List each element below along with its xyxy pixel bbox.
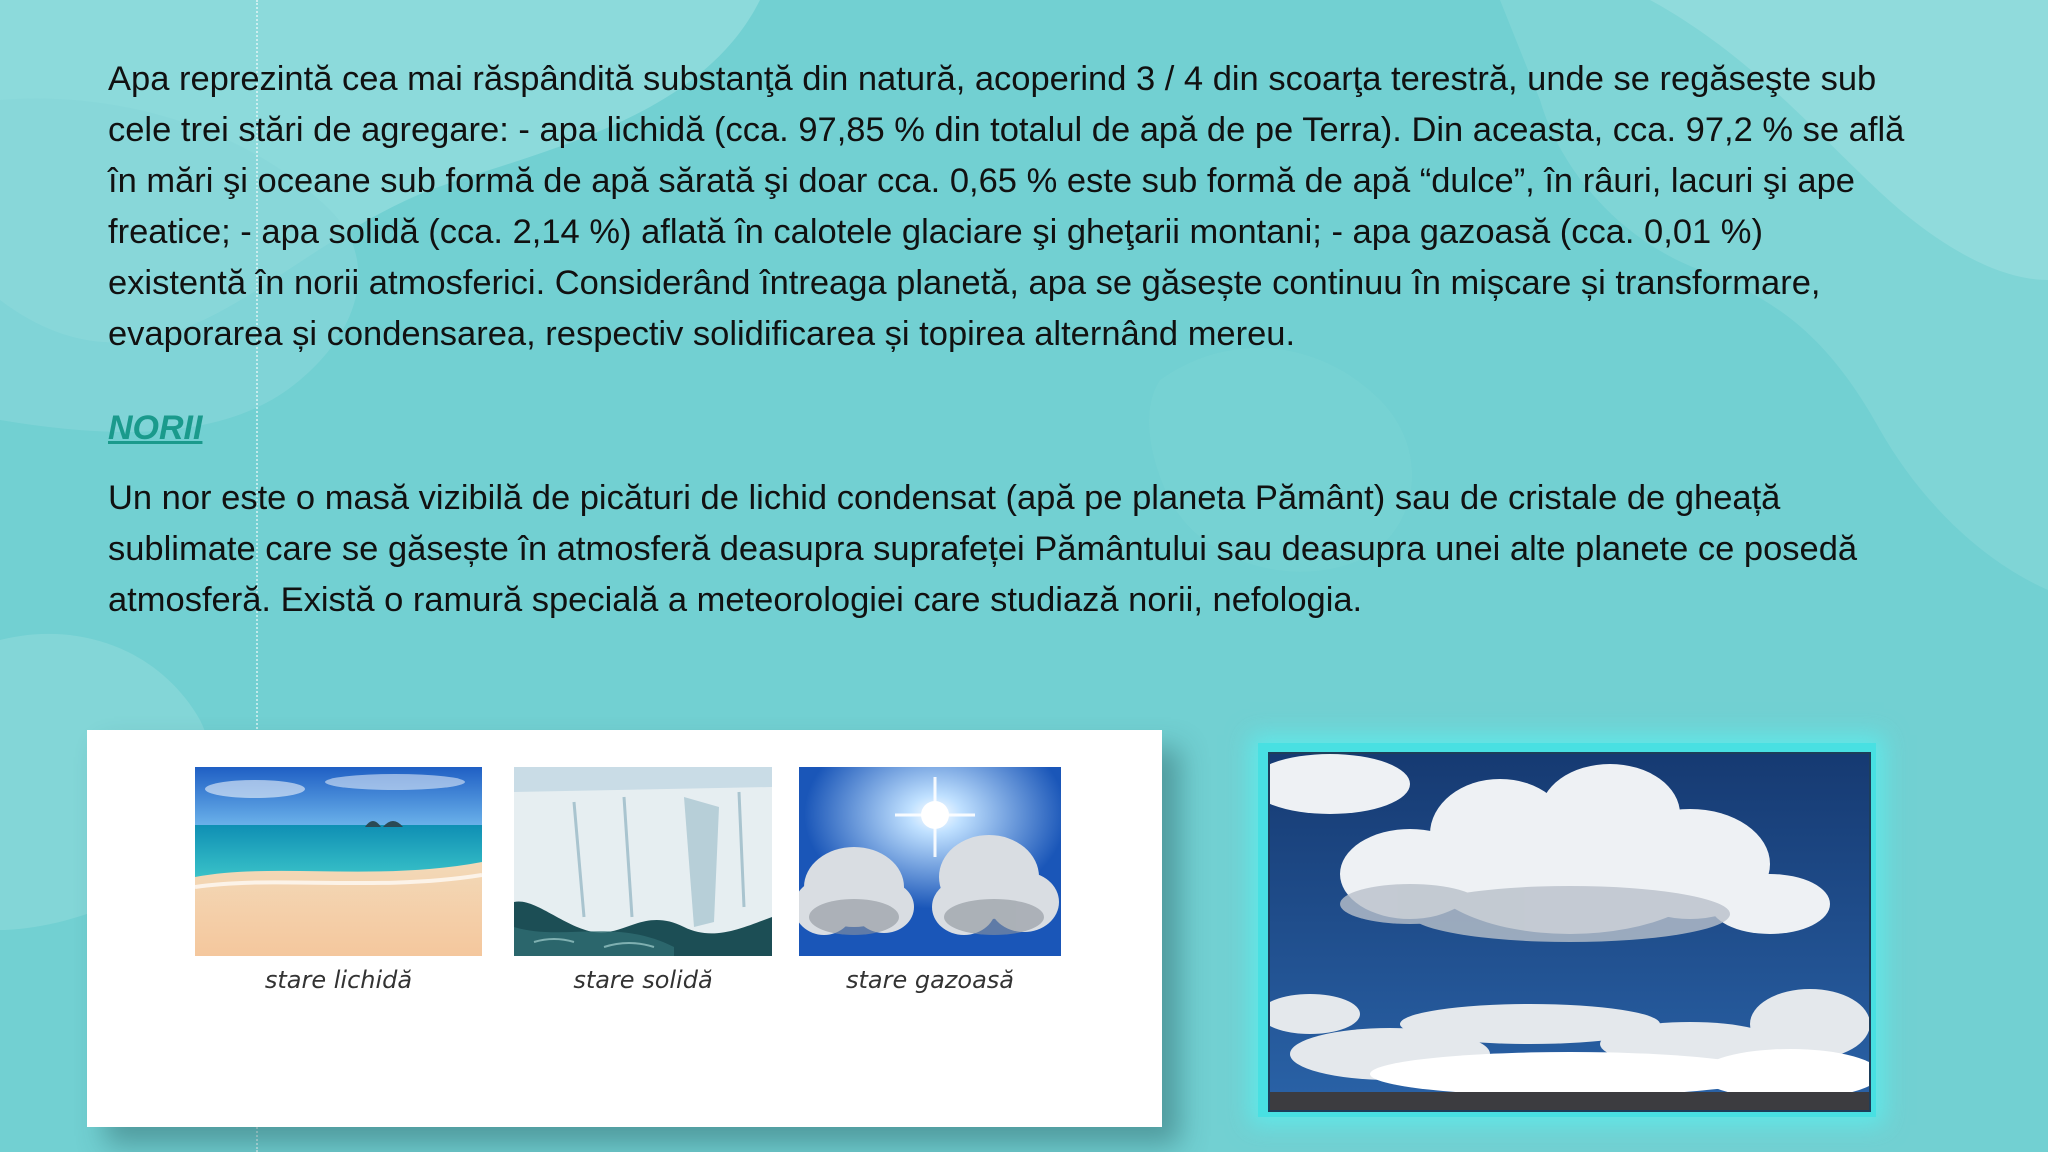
- state-liquid: [195, 767, 482, 994]
- state-solid: [514, 767, 772, 994]
- state-caption: stare solidă: [573, 966, 713, 994]
- state-gaseous: [799, 767, 1061, 994]
- beach-ocean-photo: [195, 767, 482, 956]
- cloud-photo-frame: [1258, 743, 1876, 1117]
- sun-clouds-photo: [799, 767, 1061, 956]
- cloud-icon: [1270, 754, 1869, 1110]
- glacier-ice-photo: [514, 767, 772, 956]
- section-heading: NORII: [108, 409, 203, 447]
- state-caption: stare lichidă: [264, 966, 413, 994]
- state-caption: stare gazoasă: [845, 966, 1015, 994]
- content-text: [108, 54, 1908, 626]
- water-states-card: [87, 730, 1162, 1127]
- intro-paragraph: Apa reprezintă cea mai răspândită substanţă din natură, acoperind 3 / 4 din scoarţa terestră, unde se regăseşte sub cele trei stări de agregare: - apa lichidă (cca. 97,85 % din totalul de apă de pe Terra). Din aceasta, cca. 97,2 % se află în mări şi oceane sub formă de apă sărată şi doar cca. 0,65 % este sub formă de apă “dulce”, în râuri, lacuri şi ape freatice; - apa solidă (cca. 2,14 %) aflată în calotele glaciare şi gheţarii montani; - apa gazoasă (cca. 0,01 %) existentă în norii atmosferici. Considerând întreaga planetă, apa se găsește continuu în mișcare și transformare, evaporarea și condensarea, respectiv solidificarea și topirea alternând mereu.: [108, 60, 1905, 353]
- cumulus-cloud-photo: [1268, 752, 1871, 1112]
- clouds-paragraph: Un nor este o masă vizibilă de picături de lichid condensat (apă pe planeta Pământ) sau de cristale de gheață sublimate care se găsește în atmosferă deasupra suprafeței Pământului sau deasupra unei alte planete ce posedă atmosferă. Există o ramură specială a meteorologiei care studiază norii, nefologia.: [108, 479, 1858, 619]
